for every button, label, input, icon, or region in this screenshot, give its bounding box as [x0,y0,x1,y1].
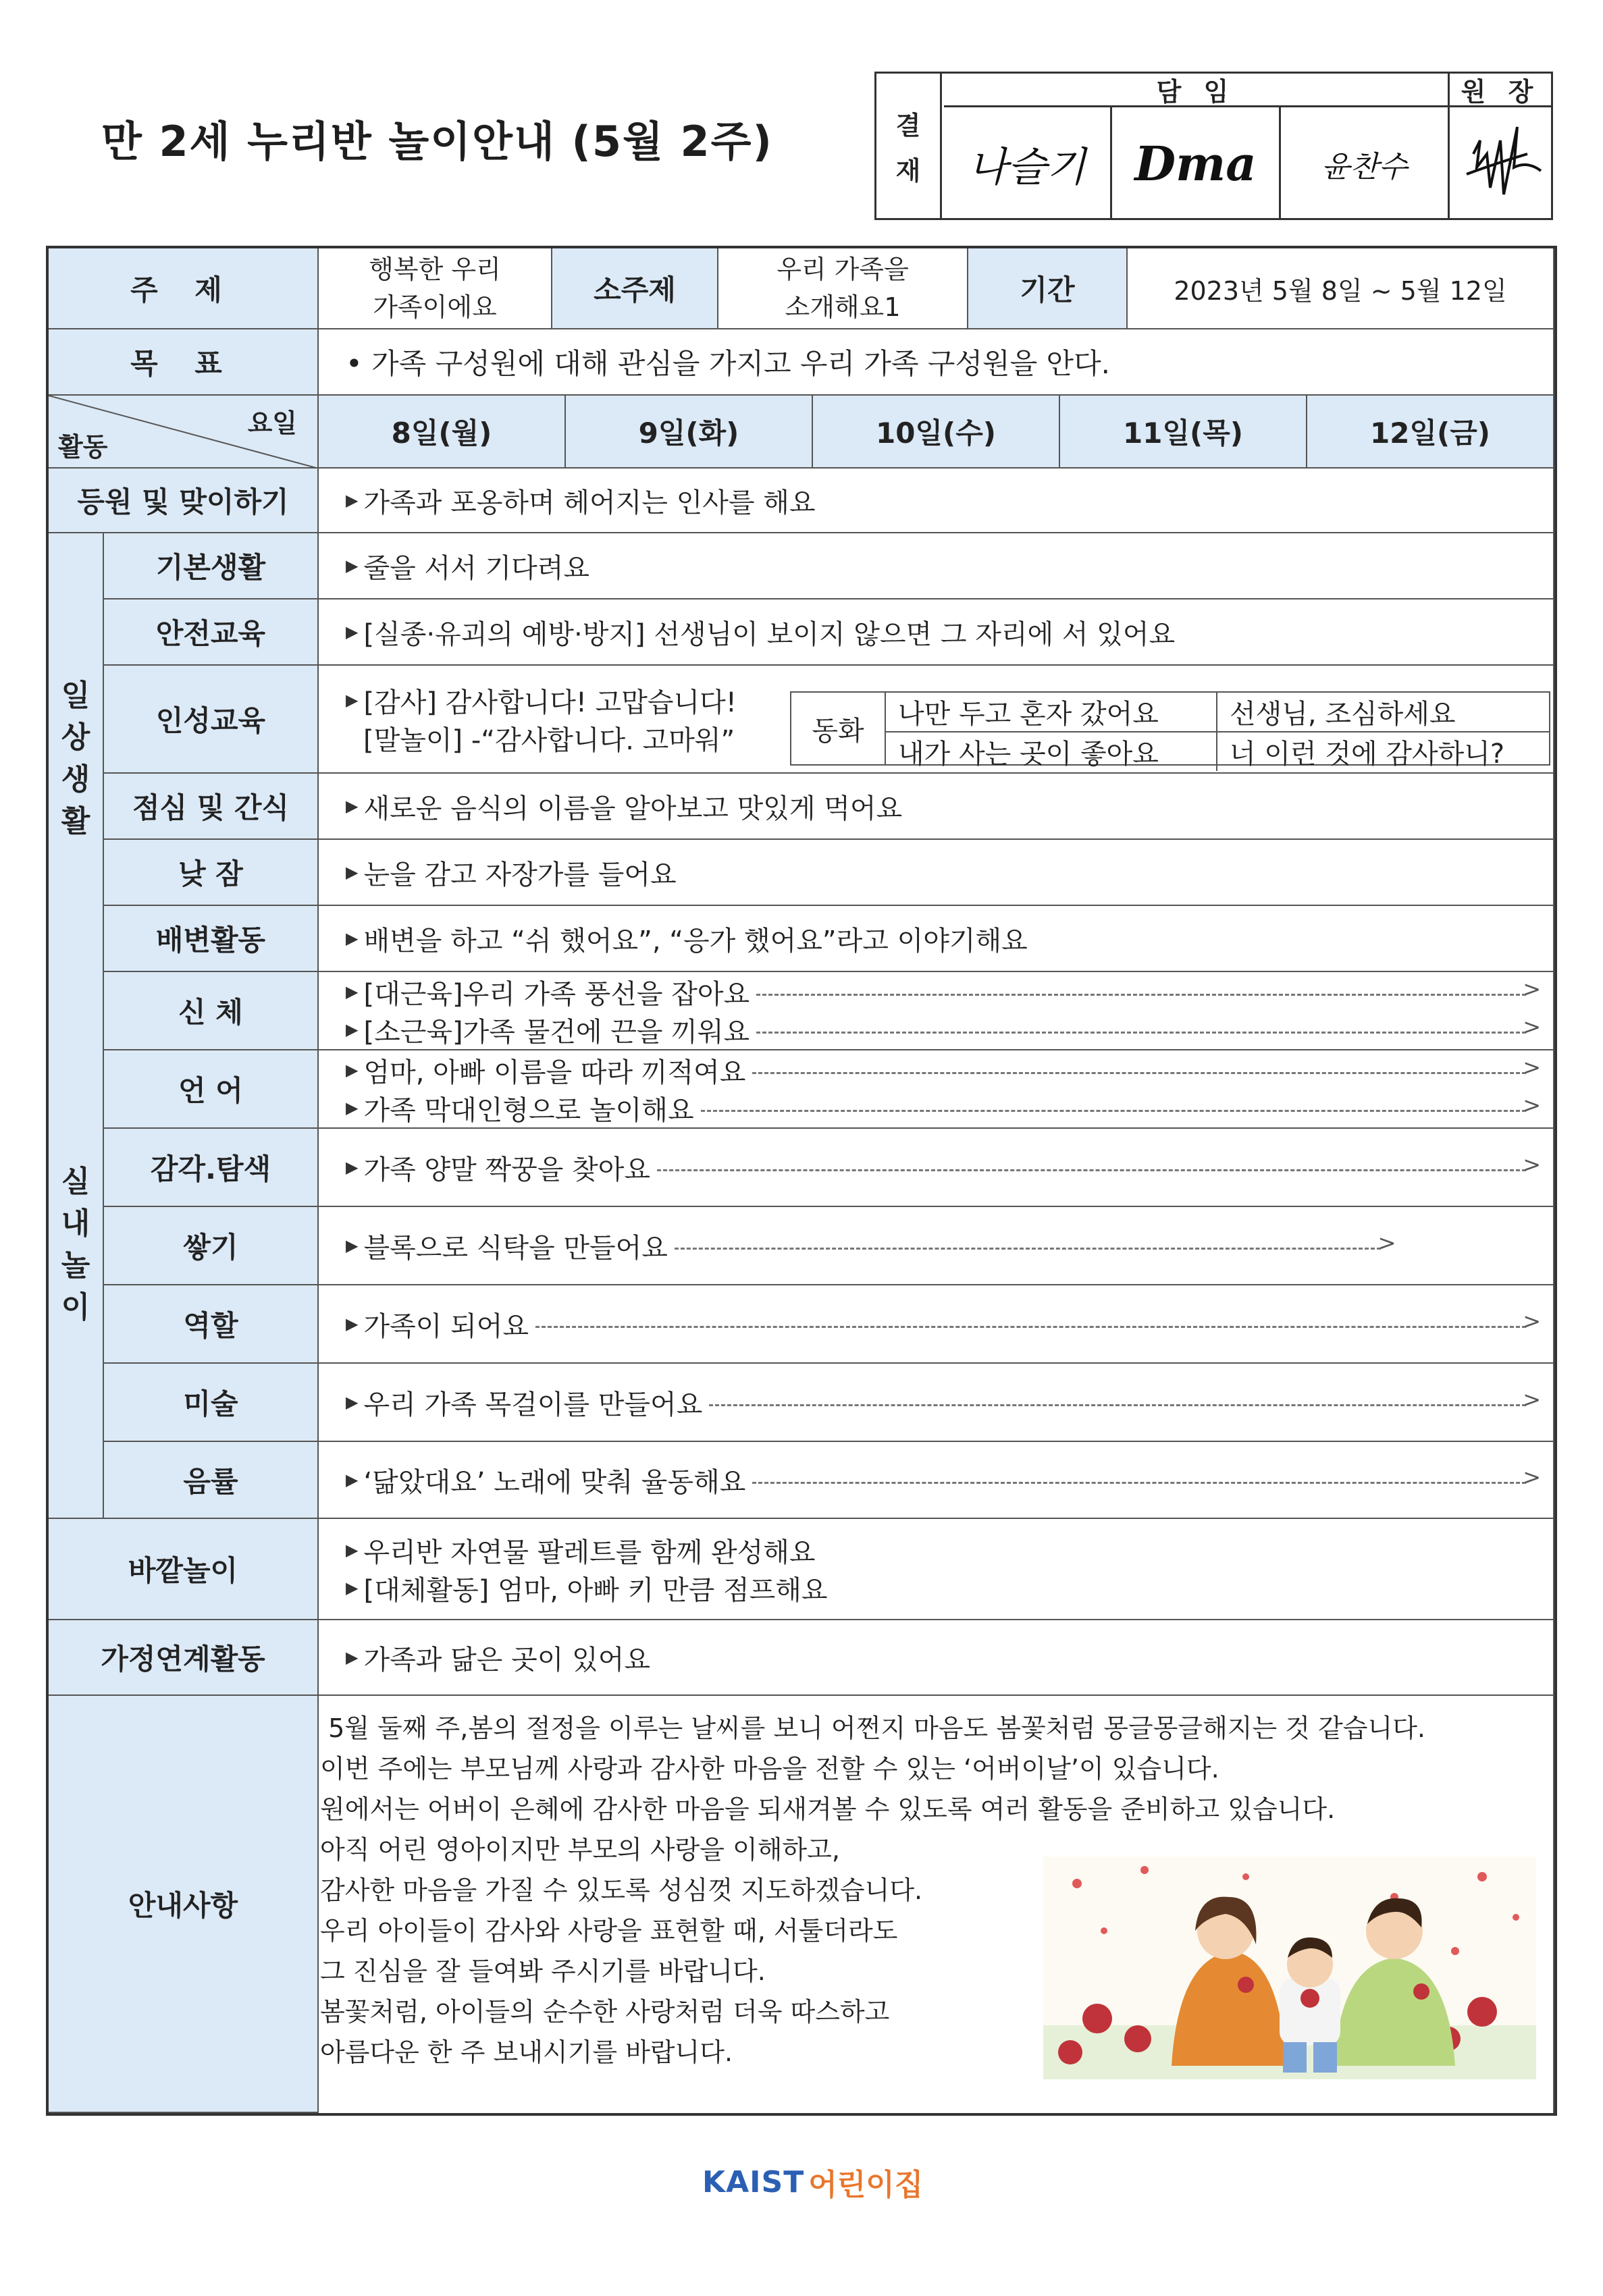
fable-item: 선생님, 조심하세요 [1217,693,1549,732]
daily-life-group-label: 일 상 생 활 [49,533,104,986]
arrival-label: 등원 및 맞이하기 [49,469,319,533]
art-label: 미술 [104,1364,319,1442]
notice-label: 안내사항 [49,1696,319,2113]
approval-head-teacher: 담 임 [944,74,1448,107]
outdoor-text: ▶ 우리반 자연물 팔레트를 함께 완성해요 ▶ [대체활동] 엄마, 아빠 키 만큼 점프해요 [319,1519,1554,1620]
approval-label [876,74,942,218]
blocks-label: 쌓기 [104,1207,319,1285]
theme-label: 주 제 [49,248,319,329]
signature-director [1450,109,1551,218]
toilet-label: 배변활동 [104,906,319,972]
nap-text: ▶ 눈을 감고 자장가를 들어요 [319,840,1554,906]
art-text: ▶ 우리 가족 목걸이를 만들어요 > [319,1364,1554,1442]
fable-item: 나만 두고 혼자 갔어요 [886,693,1217,732]
sensory-text: ▶ 가족 양말 짝꿍을 찾아요 > [319,1129,1554,1207]
language-text: ▶ 엄마, 아빠 이름을 따라 끼적여요 > ▶ 가족 막대인형으로 놀이해요 > [319,1050,1554,1129]
day-activity-corner [49,396,319,469]
approval-box [874,72,1553,220]
corner-activity-label: 활동 [58,432,108,462]
home-link-label: 가정연계활동 [49,1620,319,1696]
notice-line: 우리 아이들이 감사와 사랑을 표현할 때, 서툴더라도 [320,1916,898,1946]
role-play-text: ▶ 가족이 되어요 > [319,1285,1554,1364]
music-label: 음률 [104,1442,319,1519]
physical-label: 신 체 [104,972,319,1050]
notice-line: 아름다운 한 주 보내시기를 바랍니다. [320,2037,733,2067]
period-value: 2023년 5월 8일 ~ 5월 12일 [1128,248,1554,329]
fable-table [790,691,1550,770]
notice-line: 감사한 마음을 가질 수 있도록 성심껏 지도하겠습니다. [320,1875,923,1905]
goal-value: • 가족 구성원에 대해 관심을 가지고 우리 가족 구성원을 안다. [319,329,1554,396]
day-header-mon: 8일(월) [319,396,566,469]
character-label: 인성교육 [104,666,319,774]
basic-life-text: ▶ 줄을 서서 기다려요 [319,533,1554,599]
indoor-play-group-label: 실 내 놀 이 [49,972,104,1519]
day-header-tue: 9일(화) [566,396,813,469]
family-illustration [1043,1857,1536,2079]
music-text: ▶ ‘닮았대요’ 노래에 맞춰 율동해요 > [319,1442,1554,1519]
home-link-text: ▶ 가족과 닮은 곳이 있어요 [319,1620,1554,1696]
toilet-text: ▶ 배변을 하고 “쉬 했어요”, “응가 했어요”라고 이야기해요 [319,906,1554,972]
corner-day-label: 요일 [247,408,297,438]
lunch-label: 점심 및 간식 [104,774,319,840]
approval-label-top: 결 [895,111,921,140]
safety-label: 안전교육 [104,599,319,666]
notice-line: 원에서는 어버이 은혜에 감사한 마음을 되새겨볼 수 있도록 여러 활동을 준비하고 있습니다. [320,1794,1336,1824]
lunch-text: ▶ 새로운 음식의 이름을 알아보고 맛있게 먹어요 [319,774,1554,840]
notice-line: 이번 주에는 부모님께 사랑과 감사한 마음을 전할 수 있는 ‘어버이날’이 있습니다. [320,1754,1219,1784]
subtheme-value: 우리 가족을 소개해요1 [718,248,968,329]
day-header-fri: 12일(금) [1307,396,1554,469]
language-label: 언 어 [104,1050,319,1129]
day-header-wed: 10일(수) [813,396,1060,469]
fable-item: 너 이런 것에 감사하니? [1230,739,1505,770]
logo-korean: 어린이집 [808,2168,924,2202]
page-title: 만 2세 누리반 놀이안내 (5월 2주) [101,117,773,166]
notice-line: 그 진심을 잘 들여봐 주시기를 바랍니다. [320,1956,766,1986]
notice-line: 아직 어린 영아이지만 부모의 사랑을 이해하고, [320,1835,840,1865]
notice-line: 5월 둘째 주,봄의 절정을 이루는 날씨를 보니 어쩐지 마음도 봄꽃처럼 몽글몽글해지는 것 같습니다. [320,1713,1425,1743]
fable-label: 동화 [791,693,886,764]
role-play-label: 역할 [104,1285,319,1364]
goal-label: 목 표 [49,329,319,396]
kaist-kindergarten-logo [702,2160,923,2204]
blocks-text: ▶ 블록으로 식탁을 만들어요 > [319,1207,1554,1285]
outdoor-label: 바깥놀이 [49,1519,319,1620]
safety-text: ▶ [실종·유괴의 예방·방지] 선생님이 보이지 않으면 그 자리에 서 있어요 [319,599,1554,666]
basic-life-label: 기본생활 [104,533,319,599]
notice-line: 봄꽃처럼, 아이들의 순수한 사랑처럼 더욱 따스하고 [320,1997,890,2027]
logo-english: KAIST [702,2164,805,2199]
nap-label: 낮 잠 [104,840,319,906]
day-header-thu: 11일(목) [1060,396,1307,469]
approval-label-bottom: 재 [895,156,921,186]
subtheme-label: 소주제 [552,248,718,329]
theme-value: 행복한 우리 가족이에요 [319,248,552,329]
physical-text: ▶ [대근육]우리 가족 풍선을 잡아요 > ▶ [소근육]가족 물건에 끈을 끼워요 > [319,972,1554,1050]
signature-teacher-1: 나슬기 [968,143,1086,191]
fable-item: 내가 사는 곳이 좋아요 [886,732,1217,771]
period-label: 기간 [968,248,1128,329]
approval-head-director: 원 장 [1450,74,1551,107]
sensory-label: 감각.탐색 [104,1129,319,1207]
arrival-text: ▶ 가족과 포옹하며 헤어지는 인사를 해요 [319,469,1554,533]
character-text: ▶ [감사] 감사합니다! 고맙습니다! [말놀이] -“감사합니다. 고마워” [319,666,1554,774]
signature-teacher-3: 윤찬수 [1321,149,1408,184]
signature-teacher-2: Dma [1134,136,1257,192]
